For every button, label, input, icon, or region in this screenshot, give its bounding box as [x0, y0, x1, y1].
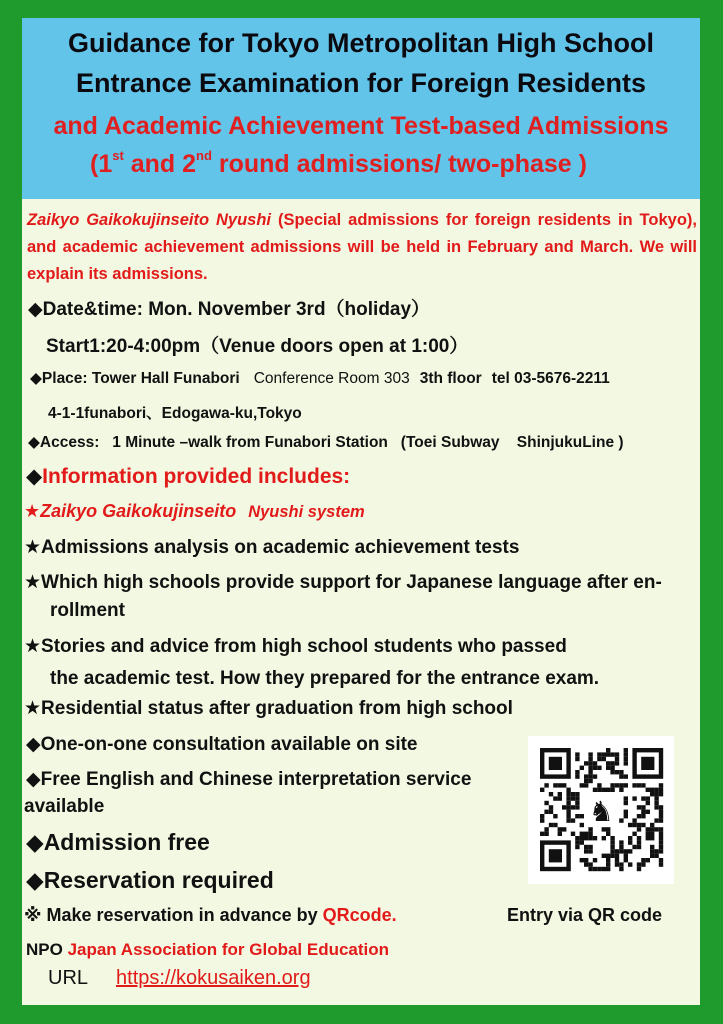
access-line: ◆Access: 1 Minute –walk from Funabori Station (Toei Subway ShinjukuLine ): [28, 434, 624, 451]
intro-italic: Zaikyo Gaikokujinseito Nyushi: [27, 211, 272, 229]
note-text: ※ Make reservation in advance by: [24, 905, 323, 925]
entry-label: Entry via QR code: [507, 905, 663, 925]
place-tel: tel 03-5676-2211: [491, 370, 610, 387]
admission-free: ◆Admission free: [26, 829, 210, 855]
reservation-required: ◆Reservation required: [26, 867, 274, 893]
reservation-note: [24, 905, 397, 926]
round-mid: and 2: [123, 150, 197, 178]
date-line: ◆Date&time: Mon. November 3rd（holiday）: [28, 299, 431, 320]
diamond-icon: ◆: [26, 465, 43, 488]
org-name: Japan Association for Global Education: [67, 940, 390, 959]
organization-line: [26, 940, 389, 960]
star-icon: ★: [24, 501, 41, 521]
round-open: (1: [90, 150, 113, 178]
qr-code-icon[interactable]: [528, 736, 674, 884]
info-item-3-cont: rollment: [50, 600, 125, 621]
dinosaur-icon: ♞: [588, 796, 614, 828]
info-item-1-system: Nyushi system: [248, 503, 365, 521]
qr-code-graphic: [528, 736, 674, 884]
info-item-3: ★Which high schools provide support for Japanese language after en-: [24, 572, 662, 593]
place-floor: 3th floor: [419, 370, 482, 387]
url-label: URL: [48, 967, 89, 989]
header-banner: [22, 18, 700, 199]
place-name: ◆Place: Tower Hall Funabori: [30, 370, 240, 387]
sup-first: st: [112, 148, 124, 163]
content-panel: [22, 199, 700, 1005]
info-item-5: ★Residential status after graduation from high school: [24, 698, 513, 719]
info-item-1: [24, 501, 365, 522]
org-prefix: NPO: [26, 940, 68, 959]
time-line: Start1:20-4:00pm（Venue doors open at 1:00）: [46, 336, 469, 357]
info-item-1-italic: Zaikyo Gaikokujinseito: [40, 501, 237, 521]
sup-second: nd: [196, 148, 212, 163]
place-line: [30, 369, 610, 388]
info-heading-text: Information provided includes:: [42, 465, 351, 488]
title-line-4: [22, 148, 700, 179]
note-qrcode: QRcode.: [322, 905, 397, 925]
address-line: 4-1-1funabori、Edogawa-ku,Tokyo: [48, 405, 302, 422]
info-item-4: ★Stories and advice from high school students who passed: [24, 636, 567, 657]
place-room: Conference Room 303: [253, 370, 410, 387]
round-close: round admissions/ two-phase ): [211, 150, 587, 178]
intro-paragraph: [27, 207, 697, 288]
title-line-3: and Academic Achievement Test-based Admissions: [53, 112, 669, 140]
url-link[interactable]: https://kokusaiken.org: [116, 967, 311, 989]
interpretation-line: ◆Free English and Chinese interpretation service: [26, 769, 472, 790]
url-line: [48, 967, 311, 990]
intro-rest: (Special admissions for foreign residents in Tokyo), and academic achievement admissions will be held in February and March. We will explain its admissions.: [27, 211, 697, 283]
title-line-1: Guidance for Tokyo Metropolitan High School: [67, 28, 654, 58]
info-item-2: ★Admissions analysis on academic achievement tests: [24, 537, 520, 558]
consultation-line: ◆One-on-one consultation available on site: [26, 734, 418, 755]
interpretation-line-cont: available: [24, 796, 105, 817]
title-line-2: Entrance Examination for Foreign Residents: [75, 68, 647, 98]
info-item-4-cont: the academic test. How they prepared for the entrance exam.: [50, 668, 600, 689]
info-heading: [26, 464, 350, 489]
